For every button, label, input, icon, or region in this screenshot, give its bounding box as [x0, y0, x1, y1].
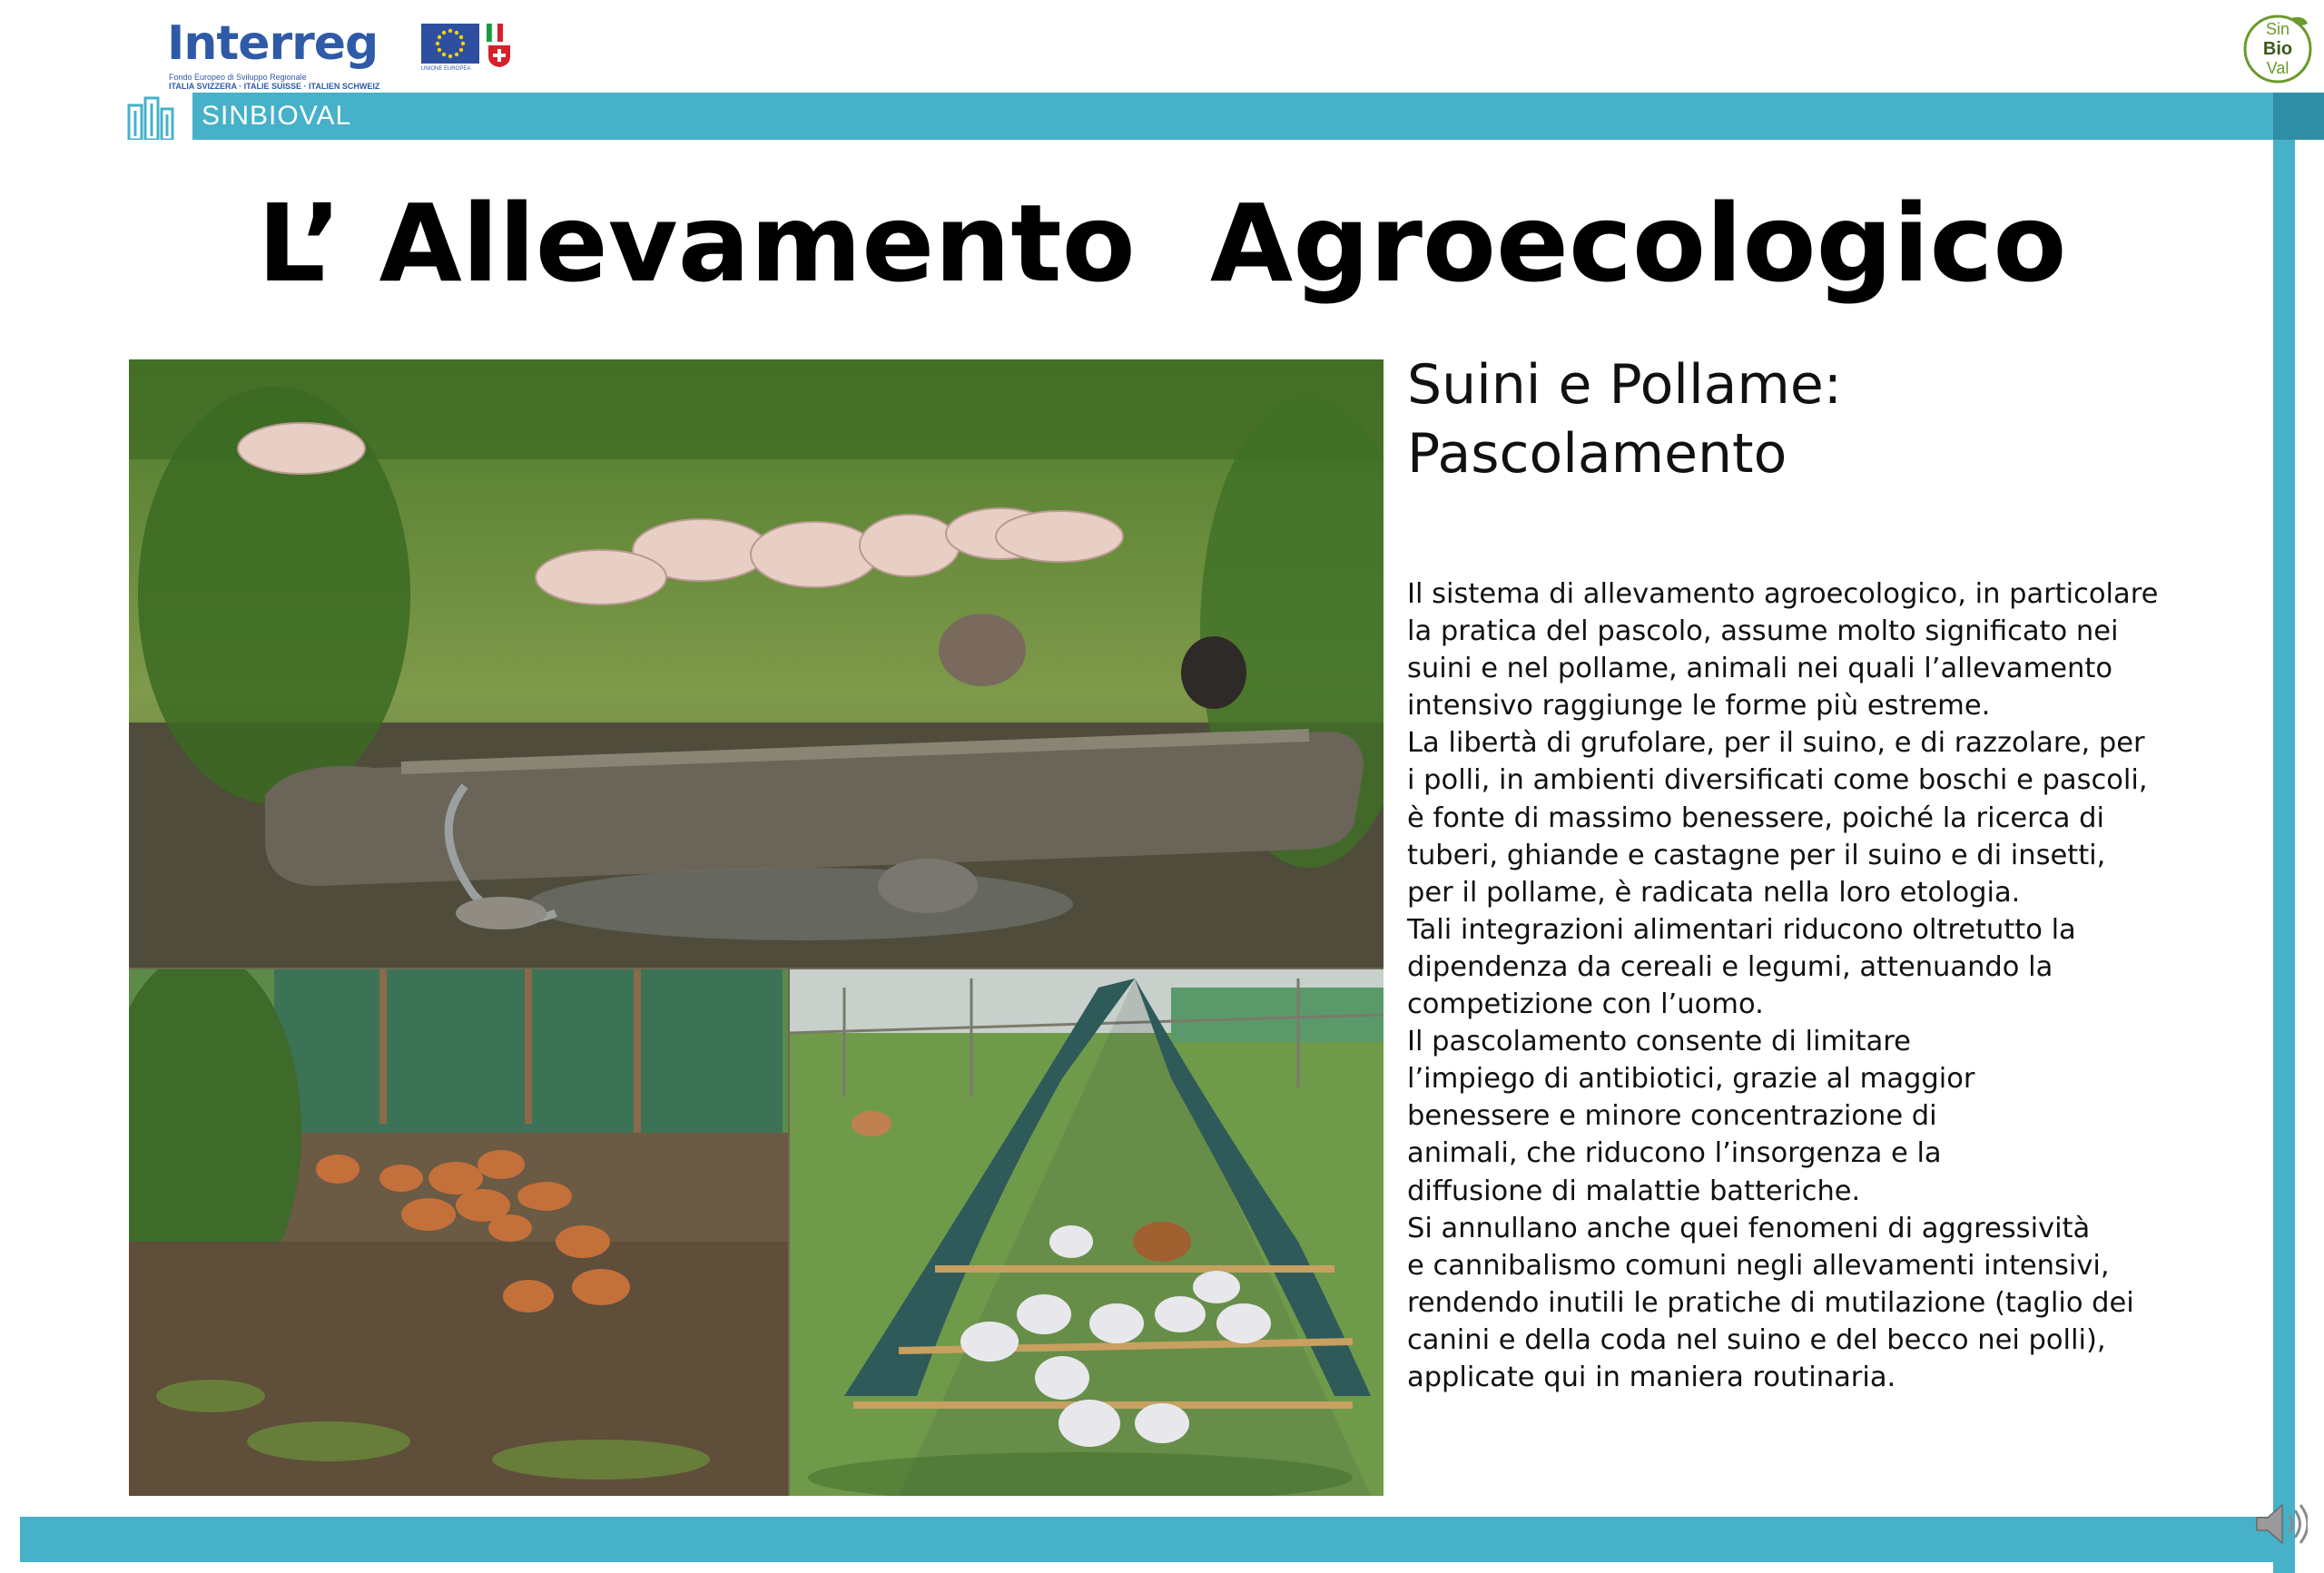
- body-line: La libertà di grufolare, per il suino, e di razzolare, per: [1407, 727, 2145, 760]
- body-line: per il pollame, è radicata nella loro etologia.: [1407, 876, 2021, 909]
- logo-text-bio: Bio: [2262, 39, 2293, 59]
- hens-yard-photo: [129, 969, 788, 1496]
- subtitle-line1: Suini e Pollame:: [1407, 353, 1842, 417]
- body-line: e cannibalismo comuni negli allevamenti intensivi,: [1407, 1249, 2110, 1282]
- photo-collage: [129, 359, 1384, 1496]
- body-line: competizione con l’uomo.: [1407, 988, 1764, 1021]
- section-subtitle: [1407, 350, 2242, 488]
- right-side-bar: [2273, 140, 2295, 1573]
- body-line: è fonte di massimo benessere, poiché la ricerca di: [1407, 801, 2104, 834]
- body-line: suini e nel pollame, animali nei quali l’allevamento: [1407, 653, 2113, 685]
- body-line: la pratica del pascolo, assume molto significato nei: [1407, 615, 2119, 648]
- footer-band: [20, 1517, 2273, 1562]
- interreg-subtitle: [169, 73, 514, 91]
- body-line: diffusione di malattie batteriche.: [1407, 1175, 1861, 1207]
- subtitle-line2: Pascolamento: [1407, 422, 1787, 486]
- sinbioval-logo: [2237, 5, 2319, 87]
- body-line: benessere e minore concentrazione di: [1407, 1100, 1937, 1133]
- body-line: canini e della coda nel suino e del becco nei polli),: [1407, 1323, 2106, 1356]
- body-line: l’impiego di antibiotici, grazie al maggior: [1407, 1063, 1975, 1096]
- project-name: SINBIOVAL: [202, 101, 352, 131]
- eu-flag-icon: [421, 24, 479, 64]
- italy-switzerland-flags-icon: [487, 24, 519, 67]
- body-line: animali, che riducono l’insorgenza e la: [1407, 1137, 1942, 1170]
- hens-shelter-photo: [790, 969, 1384, 1496]
- interreg-wordmark: Interreg: [167, 16, 379, 71]
- body-text: [1407, 575, 2260, 1396]
- body-line: Il pascolamento consente di limitare: [1407, 1026, 1911, 1058]
- body-line: Si annullano anche quei fenomeni di aggressività: [1407, 1212, 2091, 1244]
- header-band: [192, 93, 2273, 140]
- body-line: Tali integrazioni alimentari riducono oltretutto la: [1407, 913, 2076, 946]
- body-line: intensivo raggiunge le forme più estreme.: [1407, 690, 1991, 723]
- interreg-line1: Fondo Europeo di Sviluppo Regionale: [169, 73, 307, 82]
- body-line: i polli, in ambienti diversificati come boschi e pascoli,: [1407, 764, 2148, 797]
- interreg-logo: [167, 16, 512, 91]
- body-line: rendendo inutili le pratiche di mutilazione (taglio dei: [1407, 1286, 2134, 1319]
- body-line: dipendenza da cereali e legumi, attenuando la: [1407, 950, 2053, 983]
- page-title: L’ Allevamento Agroecologico: [257, 181, 2067, 306]
- body-line: Il sistema di allevamento agroecologico, in particolare: [1407, 578, 2159, 610]
- pigs-pasture-photo: [129, 359, 1384, 968]
- body-line: applicate qui in maniera routinaria.: [1407, 1361, 1896, 1393]
- logo-text-val: Val: [2266, 59, 2290, 77]
- interreg-line2: ITALIA SVIZZERA · ITALIE SUISSE · ITALIEN SCHWEIZ: [169, 82, 380, 91]
- logo-text-sin: Sin: [2265, 20, 2290, 38]
- building-icon: [125, 93, 189, 140]
- header-band-end: [2273, 93, 2324, 140]
- speaker-icon[interactable]: [2251, 1496, 2308, 1552]
- eu-caption: UNIONE EUROPEA: [421, 66, 471, 72]
- body-line: tuberi, ghiande e castagne per il suino e di insetti,: [1407, 839, 2106, 871]
